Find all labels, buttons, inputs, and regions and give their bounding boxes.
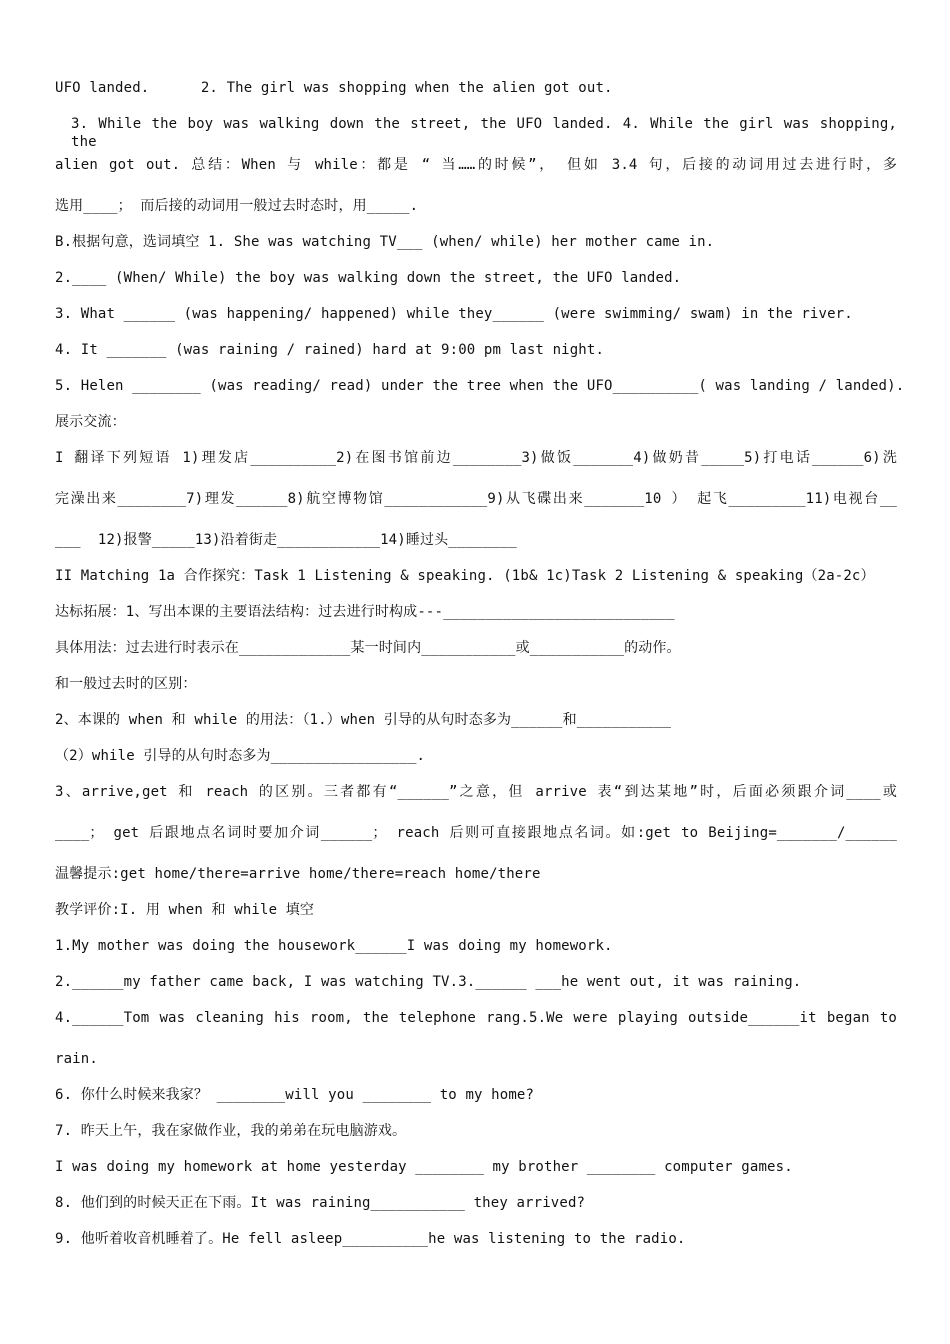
text-line: 4.______Tom was cleaning his room, the telephone rang.5.We were playing outside______it began to	[55, 1010, 897, 1026]
text-line: II Matching 1a 合作探究：Task 1 Listening & speaking. (1b& 1c)Task 2 Listening & speaking（2a-2c）	[55, 568, 875, 584]
text-line: 9. 他听着收音机睡着了。He fell asleep__________he was listening to the radio.	[55, 1231, 686, 1247]
text-line: 1.My mother was doing the housework______I was doing my homework.	[55, 938, 613, 954]
text-line: 6. 你什么时候来我家？ ________will you ________ to my home?	[55, 1087, 535, 1103]
text-line: 完澡出来________7)理发______8)航空博物馆____________9)从飞碟出来_______10 ） 起飞_________11)电视台__	[55, 491, 897, 507]
text-line: 5. Helen ________ (was reading/ read) under the tree when the UFO__________( was landing / landed).	[55, 378, 905, 394]
text-line: B.根据句意，选词填空 1. She was watching TV___ (when/ while) her mother came in.	[55, 234, 715, 250]
text-line: 4. It _______ (was raining / rained) hard at 9:00 pm last night.	[55, 342, 605, 358]
text-line: rain.	[55, 1051, 98, 1067]
text-line: 2、本课的 when 和 while 的用法：（1.）when 引导的从句时态多为______和___________	[55, 712, 672, 728]
text-line: 3. What ______ (was happening/ happened) while they______ (were swimming/ swam) in the river.	[55, 306, 853, 322]
text-line: I was doing my homework at home yesterday ________ my brother ________ computer games.	[55, 1159, 793, 1175]
text-line: 温馨提示:get home/there=arrive home/there=reach home/there	[55, 866, 541, 882]
text-line: 2.____ (When/ While) the boy was walking down the street, the UFO landed.	[55, 270, 682, 286]
text-line: 选用____； 而后接的动词用一般过去时态时，用_____.	[55, 198, 419, 214]
text-line: 7. 昨天上午，我在家做作业，我的弟弟在玩电脑游戏。	[55, 1123, 407, 1139]
text-line: alien got out. 总结：When 与 while：都是 “ 当……的时候”， 但如 3.4 句，后接的动词用过去进行时，多	[55, 157, 897, 173]
text-line: I 翻译下列短语 1)理发店__________2)在图书馆前边________3)做饭_______4)做奶昔_____5)打电话______6)洗	[55, 450, 897, 466]
text-line: 展示交流：	[55, 414, 126, 430]
text-line: 3、arrive,get 和 reach 的区别。三者都有“______”之意，但 arrive 表“到达某地”时，后面必须跟介词____或	[55, 784, 897, 800]
text-line: ____； get 后跟地点名词时要加介词______； reach 后则可直接跟地点名词。如:get to Beijing=_______/______	[55, 825, 897, 841]
text-line: 3. While the boy was walking down the street, the UFO landed. 4. While the girl was shopping, the	[71, 116, 897, 150]
text-line: 具体用法：过去进行时表示在_____________某一时间内___________或___________的动作。	[55, 640, 681, 656]
text-line: 2.______my father came back, I was watching TV.3.______ ___he went out, it was raining.	[55, 974, 802, 990]
text-line: 和一般过去时的区别：	[55, 676, 197, 692]
text-line: UFO landed. 2. The girl was shopping when the alien got out.	[55, 80, 613, 96]
text-line: （2）while 引导的从句时态多为_________________.	[55, 748, 426, 764]
text-line: ___ 12)报警_____13)沿着街走____________14)睡过头________	[55, 532, 517, 548]
text-line: 教学评价:I. 用 when 和 while 填空	[55, 902, 315, 918]
text-line: 达标拓展：1、写出本课的主要语法结构：过去进行时构成---___________________________	[55, 604, 675, 620]
text-line: 8. 他们到的时候天正在下雨。It was raining___________ they arrived?	[55, 1195, 586, 1211]
